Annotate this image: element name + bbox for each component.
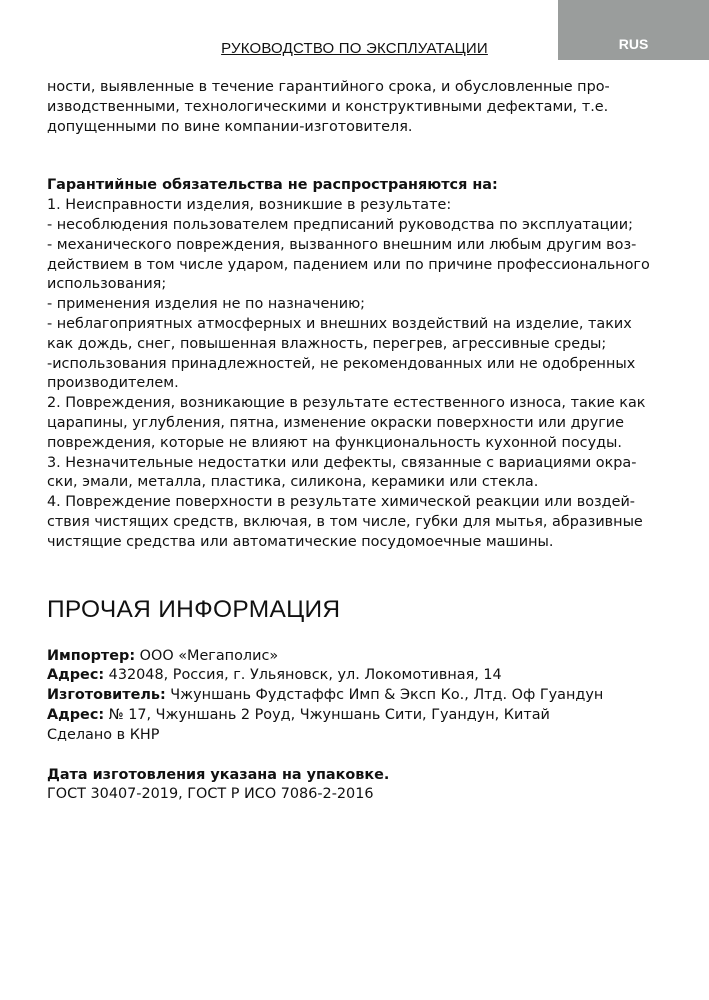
text-line: - неблагоприятных атмосферных и внешних воздействий на изделие, таких (47, 315, 632, 332)
company-info (47, 647, 667, 746)
text-line: 4. Повреждение поверхности в результате химической реакции или воздей- (47, 494, 635, 511)
manufacturer-value: Чжуншань Фудстаффс Имп & Эксп Ко., Лтд. Оф Гуандун (165, 687, 604, 704)
address-label: Адрес: (47, 667, 105, 684)
text-line: царапины, углубления, пятна, изменение окраски поверхности или другие (47, 414, 624, 431)
made-in-line: Сделано в КНР (47, 726, 160, 743)
text-line: 3. Незначительные недостатки или дефекты, связанные с вариациями окра- (47, 454, 637, 471)
address-value: № 17, Чжуншань 2 Роуд, Чжуншань Сити, Гуандун, Китай (104, 706, 550, 723)
importer-label: Импортер: (47, 647, 136, 664)
text-line: ски, эмали, металла, пластика, силикона, керамики или стекла. (47, 474, 539, 491)
text-line: как дождь, снег, повышенная влажность, перегрев, агрессивные среды; (47, 335, 607, 352)
text-line: - механического повреждения, вызванного внешним или любым другим воз- (47, 236, 637, 253)
text-line: - применения изделия не по назначению; (47, 296, 366, 313)
manufacturer-label: Изготовитель: (47, 687, 166, 704)
text-line: действием в том числе ударом, падением или по причине профессионального (47, 256, 650, 273)
address-value: 432048, Россия, г. Ульяновск, ул. Локомотивная, 14 (104, 667, 502, 684)
page-header-title: РУКОВОДСТВО ПО ЭКСПЛУАТАЦИИ (221, 40, 488, 57)
standards-line: ГОСТ 30407-2019, ГОСТ Р ИСО 7086-2-2016 (47, 786, 374, 803)
text-line: изводственными, технологическими и конструктивными дефектами, т.е. (47, 98, 609, 115)
text-line: 2. Повреждения, возникающие в результате естественного износа, такие как (47, 395, 646, 412)
text-line: допущенными по вине компании-изготовителя. (47, 118, 413, 135)
address-label: Адрес: (47, 706, 105, 723)
document-body (47, 78, 667, 805)
exclusions-heading: Гарантийные обязательства не распространяются на: (47, 177, 498, 194)
manufacturer-line (47, 686, 667, 706)
text-line: - несоблюдения пользователем предписаний руководства по эксплуатации; (47, 216, 633, 233)
text-line: чистящие средства или автоматические посудомоечные машины. (47, 533, 554, 550)
text-line: 1. Неисправности изделия, возникшие в результате: (47, 197, 452, 214)
warranty-exclusions (47, 176, 667, 552)
intro-paragraph (47, 78, 667, 137)
text-line: производителем. (47, 375, 179, 392)
text-line: ствия чистящих средств, включая, в том числе, губки для мытья, абразивные (47, 513, 643, 530)
production-info (47, 766, 667, 806)
text-line: повреждения, которые не влияют на функциональность кухонной посуды. (47, 434, 622, 451)
manufacture-date-note: Дата изготовления указана на упаковке. (47, 766, 390, 783)
text-line: использования; (47, 276, 167, 293)
text-line: ности, выявленные в течение гарантийного срока, и обусловленные про- (47, 79, 610, 95)
language-label: RUS (618, 36, 649, 52)
importer-value: ООО «Мегаполис» (135, 647, 279, 664)
importer-line (47, 647, 667, 667)
importer-address-line (47, 666, 667, 686)
manufacturer-address-line (47, 706, 667, 726)
text-line: -использования принадлежностей, не рекомендованных или не одобренных (47, 355, 636, 372)
other-info-title: ПРОЧАЯ ИНФОРМАЦИЯ (47, 595, 341, 623)
